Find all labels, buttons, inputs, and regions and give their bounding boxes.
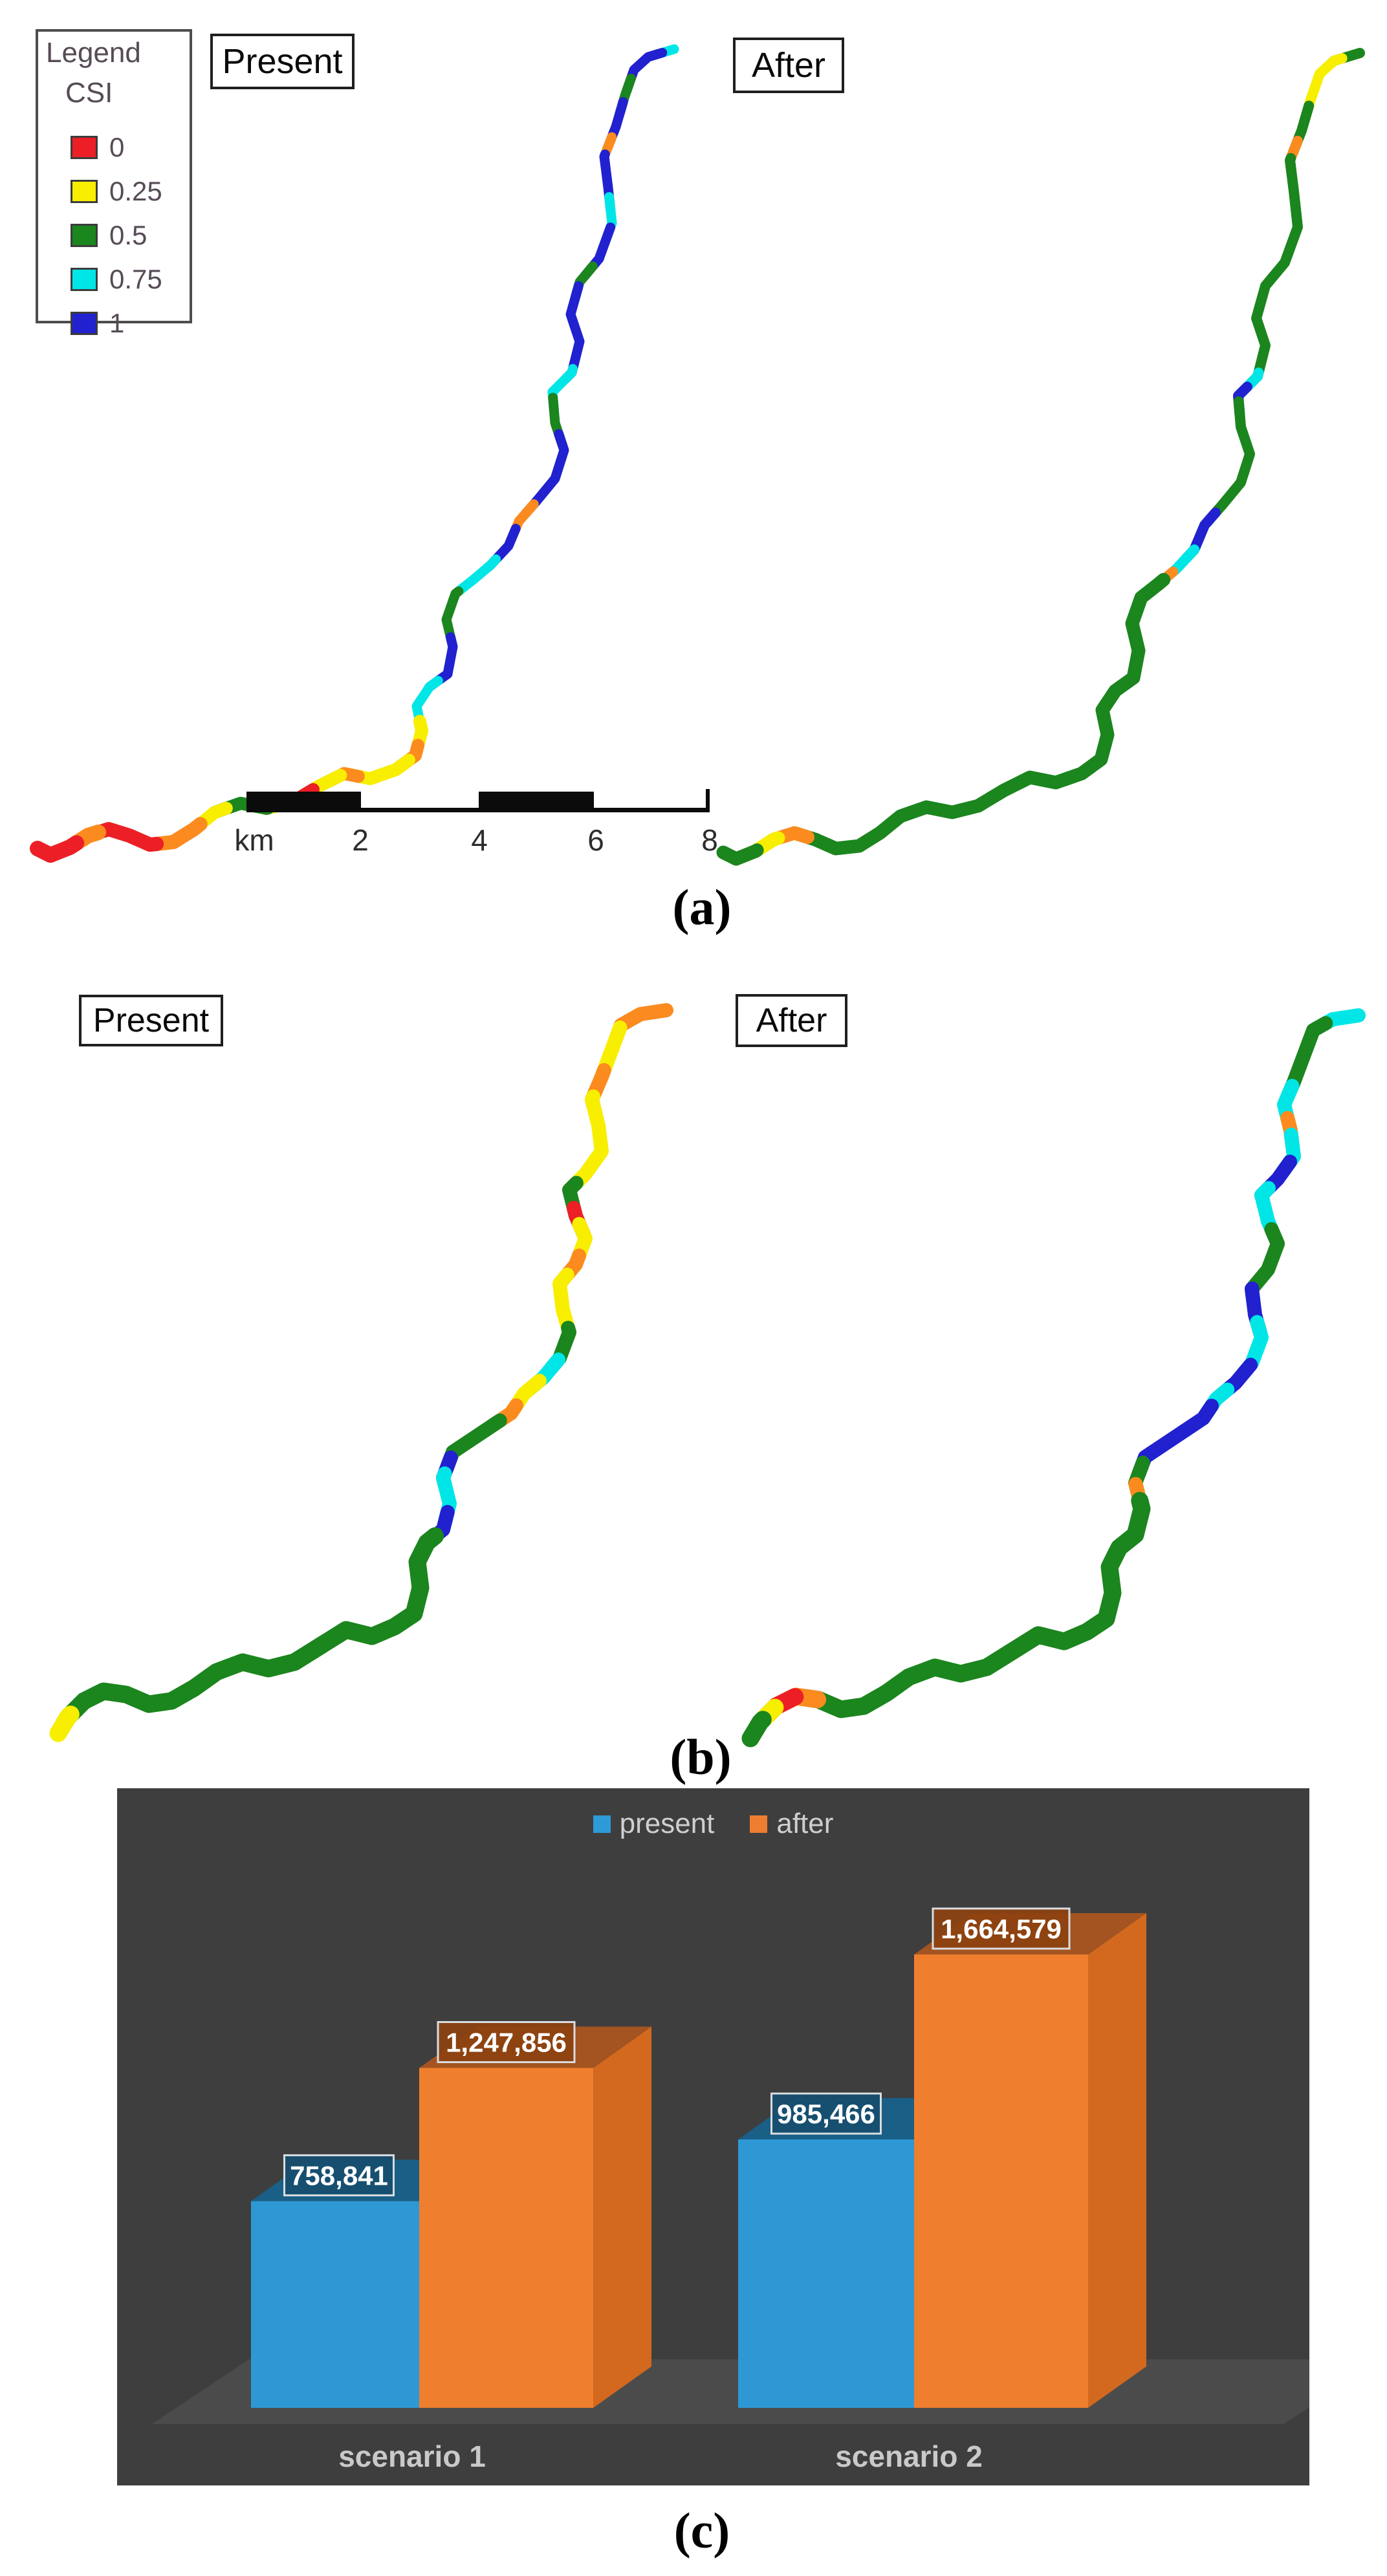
csi-0-label: 0 xyxy=(109,132,125,162)
caption-a: (a) xyxy=(672,879,732,935)
scale-bar-tick-8: 8 xyxy=(701,823,718,857)
panel-b-present-label: Present xyxy=(79,995,223,1046)
bar-after-2-front xyxy=(914,1954,1088,2408)
river-segment xyxy=(64,1536,435,1724)
river-segment xyxy=(38,843,76,856)
panel-b-after-label: After xyxy=(736,994,847,1047)
bar-present-1-front xyxy=(251,2201,427,2408)
csi-025-swatch xyxy=(71,180,98,203)
river-a_after xyxy=(723,53,1360,859)
legend-row xyxy=(38,213,190,257)
scale-bar-tick-6: 6 xyxy=(587,823,604,857)
csi-075-label: 0.75 xyxy=(109,264,162,294)
data-label-value: 1,247,856 xyxy=(446,2027,567,2058)
river-segment xyxy=(1252,158,1298,383)
chart-legend-item-after xyxy=(750,1808,833,1840)
legend-row xyxy=(38,125,190,169)
bar-present-2-front xyxy=(738,2139,914,2408)
data-label-value: 985,466 xyxy=(777,2098,875,2129)
category-label-scenario-2: scenario 2 xyxy=(835,2440,983,2473)
bar-after-1-front xyxy=(419,2068,593,2408)
csi-05-label: 0.5 xyxy=(109,220,147,250)
caption-b: (b) xyxy=(670,1729,732,1785)
csi-1-label: 1 xyxy=(109,308,125,338)
legend-title: Legend xyxy=(46,37,141,69)
river-segment xyxy=(58,1715,71,1733)
after-series-swatch xyxy=(750,1815,767,1833)
data-label-value: 1,664,579 xyxy=(941,1914,1062,1944)
panel-a-after-label: After xyxy=(733,38,844,93)
scale-bar-tick-4: 4 xyxy=(471,823,488,857)
csi-025-label: 0.25 xyxy=(109,176,162,206)
present-series-swatch xyxy=(593,1815,611,1833)
scale-bar-end-tick xyxy=(706,789,710,812)
chart-legend-item-present xyxy=(593,1808,715,1840)
river-b_after xyxy=(750,1015,1359,1738)
chart-legend xyxy=(117,1808,1309,1840)
scale-bar-tick-2: 2 xyxy=(352,823,369,857)
legend-row xyxy=(38,301,190,345)
legend-subtitle: CSI xyxy=(65,77,113,109)
scale-bar-baseline xyxy=(246,808,710,812)
bar-after-2-side xyxy=(1088,1913,1146,2408)
caption-c: (c) xyxy=(673,2502,730,2559)
data-label-value: 758,841 xyxy=(290,2160,388,2191)
scale-bar-unit: km xyxy=(234,823,274,857)
river-segment xyxy=(1207,402,1250,522)
csi-0-swatch xyxy=(71,136,98,159)
csi-legend xyxy=(36,29,192,338)
legend-rows xyxy=(38,125,190,345)
bar-after-1-side xyxy=(593,2026,651,2408)
legend-row xyxy=(38,169,190,213)
csi-1-swatch xyxy=(71,312,98,335)
river-segment xyxy=(806,1500,1142,1709)
csi-075-swatch xyxy=(71,268,98,291)
river-segment xyxy=(796,579,1163,849)
scale-bar-block-4-6 xyxy=(479,792,594,812)
after-series-label: after xyxy=(776,1808,834,1839)
bar-chart-panel xyxy=(117,1788,1309,2485)
river-b_present xyxy=(58,1010,666,1733)
legend-row xyxy=(38,257,190,301)
category-label-scenario-1: scenario 1 xyxy=(338,2440,486,2473)
river-segment xyxy=(750,1720,763,1738)
bar-chart-canvas xyxy=(117,1788,1309,2485)
csi-05-swatch xyxy=(71,224,98,247)
present-series-label: present xyxy=(619,1808,715,1839)
panel-a-present-label: Present xyxy=(210,34,355,89)
river-segment xyxy=(723,850,757,859)
